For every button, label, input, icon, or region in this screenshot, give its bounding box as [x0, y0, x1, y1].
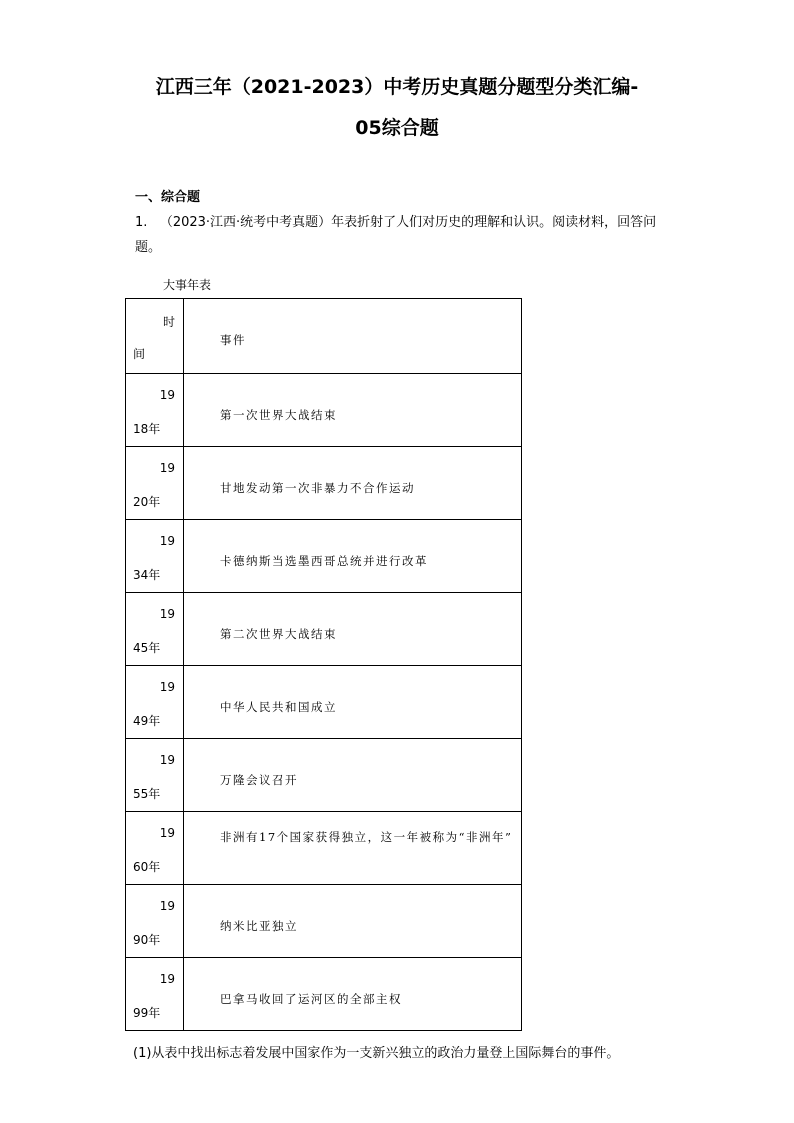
year-top: 19 — [159, 680, 175, 694]
year-top: 19 — [159, 899, 175, 913]
header-time-top: 时 — [162, 315, 175, 329]
year-cell — [126, 812, 184, 885]
year-bottom: 18年 — [133, 422, 161, 436]
year-bottom: 34年 — [133, 568, 161, 582]
year-top: 19 — [159, 972, 175, 986]
event-cell — [184, 958, 522, 1031]
year-top: 19 — [159, 388, 175, 402]
document-title-line-2: 05综合题 — [355, 117, 439, 139]
header-time-bottom: 间 — [133, 347, 146, 361]
sub-question-1: (1)从表中找出标志着发展中国家作为一支新兴独立的政治力量登上国际舞台的事件。 — [133, 1046, 620, 1061]
question-number: 1. — [135, 215, 148, 230]
event-text: 卡德纳斯当选墨西哥总统并进行改革 — [220, 554, 428, 568]
table-row — [126, 593, 522, 666]
year-bottom: 49年 — [133, 714, 161, 728]
year-cell — [126, 593, 184, 666]
table-row — [126, 812, 522, 885]
year-cell — [126, 374, 184, 447]
header-event-cell — [184, 299, 522, 374]
event-cell — [184, 739, 522, 812]
table-row — [126, 958, 522, 1031]
year-top: 19 — [159, 534, 175, 548]
events-table — [125, 298, 522, 1031]
year-cell — [126, 958, 184, 1031]
event-cell — [184, 812, 522, 885]
table-caption: 大事年表 — [163, 278, 212, 292]
year-cell — [126, 885, 184, 958]
event-text: 纳米比亚独立 — [220, 919, 298, 933]
event-text: 中华人民共和国成立 — [220, 700, 337, 714]
header-time-cell — [126, 299, 184, 374]
event-cell — [184, 666, 522, 739]
event-text: 非洲有17个国家获得独立，这一年被称为“非洲年” — [220, 830, 513, 844]
year-bottom: 90年 — [133, 933, 161, 947]
year-top: 19 — [159, 607, 175, 621]
table-row — [126, 739, 522, 812]
event-cell — [184, 374, 522, 447]
event-text: 甘地发动第一次非暴力不合作运动 — [220, 481, 415, 495]
table-header-row — [126, 299, 522, 374]
document-title-line-1: 江西三年（2021-2023）中考历史真题分题型分类汇编- — [155, 76, 639, 98]
event-text: 第二次世界大战结束 — [220, 627, 337, 641]
year-bottom: 20年 — [133, 495, 161, 509]
table-row — [126, 885, 522, 958]
question-text: （2023·江西·统考中考真题）年表折射了人们对历史的理解和认识。阅读材料，回答问题。 — [135, 215, 657, 255]
event-cell — [184, 520, 522, 593]
year-cell — [126, 447, 184, 520]
year-bottom: 45年 — [133, 641, 161, 655]
question-1 — [135, 210, 665, 260]
event-text: 第一次世界大战结束 — [220, 408, 337, 422]
year-bottom: 60年 — [133, 860, 161, 874]
year-top: 19 — [159, 826, 175, 840]
event-cell — [184, 593, 522, 666]
table-row — [126, 447, 522, 520]
table-row — [126, 520, 522, 593]
header-event-label: 事件 — [220, 333, 246, 347]
year-cell — [126, 666, 184, 739]
year-top: 19 — [159, 461, 175, 475]
year-bottom: 55年 — [133, 787, 161, 801]
event-text: 巴拿马收回了运河区的全部主权 — [220, 992, 402, 1006]
event-cell — [184, 885, 522, 958]
section-heading: 一、综合题 — [135, 190, 201, 205]
event-cell — [184, 447, 522, 520]
year-cell — [126, 520, 184, 593]
table-row — [126, 374, 522, 447]
table-row — [126, 666, 522, 739]
year-bottom: 99年 — [133, 1006, 161, 1020]
year-cell — [126, 739, 184, 812]
event-text: 万隆会议召开 — [220, 773, 298, 787]
year-top: 19 — [159, 753, 175, 767]
